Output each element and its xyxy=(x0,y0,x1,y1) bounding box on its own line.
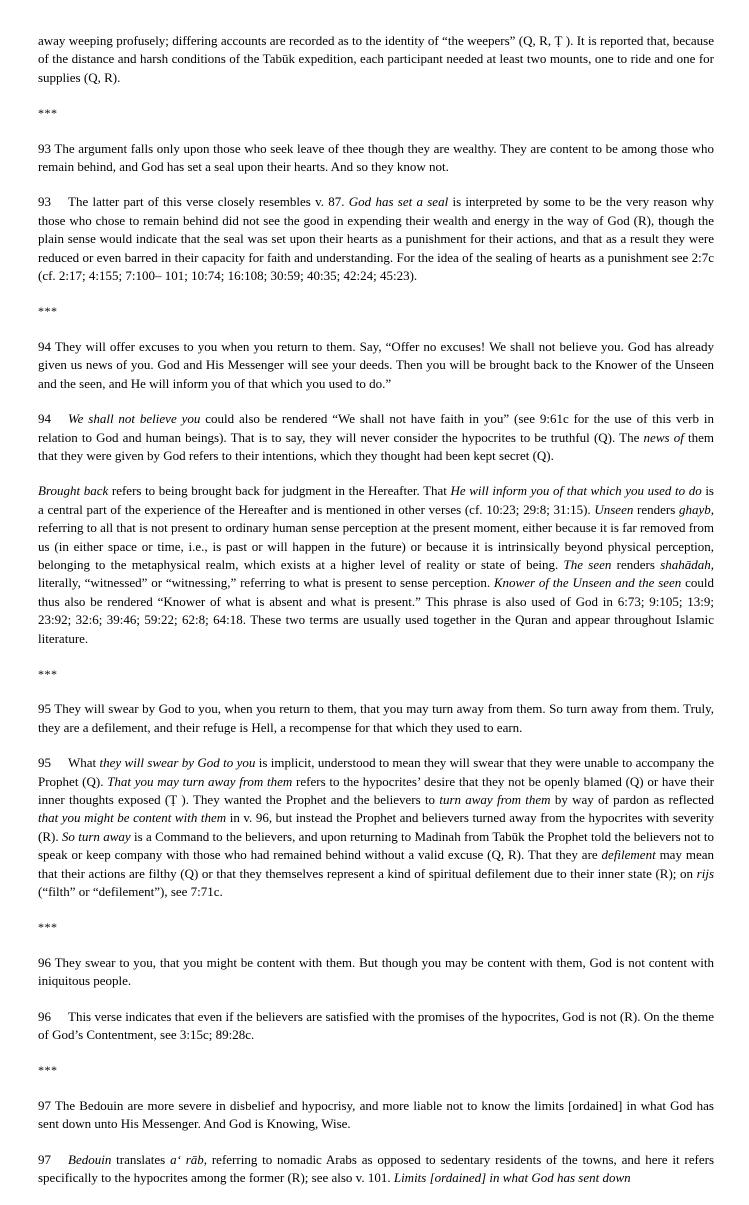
commentary-paragraph xyxy=(38,193,714,285)
commentary-text: Bedouin translates aʻ rāb, referring to nomadic Arabs as opposed to sedentary residents of the towns, and here it refers specifically to the hypocrites among the former (R); see also v. 101. Limits [ordained] in what God has sent down xyxy=(38,1151,715,1186)
verse-number: 95 xyxy=(38,755,51,771)
verse-paragraph: 94 They will offer excuses to you when you return to them. Say, “Offer no excuses! We shall not believe you. God has already given us news of you. God and His Messenger will see your deeds. Then you will be brought back to the Knower of the Unseen and the seen, and He will inform you of that which you used to do.” xyxy=(38,338,714,391)
section-separator: *** xyxy=(38,666,58,681)
commentary-paragraph xyxy=(38,1008,714,1045)
text-column xyxy=(38,32,714,1205)
verse-number: 96 xyxy=(38,1008,51,1024)
commentary-paragraph xyxy=(38,1151,714,1188)
verse-number: 93 xyxy=(38,194,51,210)
verse-number: 94 xyxy=(38,411,51,427)
commentary-paragraph xyxy=(38,410,714,465)
commentary-paragraph xyxy=(38,754,714,901)
section-separator: *** xyxy=(38,106,58,121)
verse-paragraph: 95 They will swear by God to you, when you return to them, that you may turn away from them. So turn away from them. Truly, they are a defilement, and their refuge is Hell, a recompense for that which they used to earn. xyxy=(38,701,714,735)
section-separator: *** xyxy=(38,1063,58,1078)
commentary-text: The latter part of this verse closely resembles v. 87. God has set a seal is interpreted by some to be the very reason why those who chose to remain behind did not see the good in expending their wealth and energy in the way of God (R), though the plain sense would indicate that the seal was set upon their hearts as a punishment for their actions, and that as a result they were reduced or even barred in their capacity for faith and understanding. For the idea of the sealing of hearts as a punishment see 2:7c (cf. 2:17; 4:155; 7:100– 101; 10:74; 16:108; 30:59; 40:35; 42:24; 45:23). xyxy=(38,194,714,284)
verse-paragraph: 96 They swear to you, that you might be content with them. But though you may be content with them, God is not content with iniquitous people. xyxy=(38,954,714,989)
commentary-text: What they will swear by God to you is implicit, understood to mean they will swear that they were unable to accompany the Prophet (Q). That you may turn away from them refers to the hypocrites’ desire that they not be openly blamed (Q) or have their inner thoughts exposed (Ṭ ). They wanted the Prophet and the believers to turn away from them by way of pardon as reflected that you might be content with them in v. 96, but instead the Prophet and believers turned away from the hypocrites with severity (R). So turn away is a Command to the believers, and upon returning to Madinah from Tabūk the Prophet told the believers not to speak or keep company with those who had remained behind without a valid excuse (Q, R). That they are defilement may mean that their actions are filthy (Q) or that they themselves represent a kind of spiritual defilement due to their inner state (R); on rijs (“filth” or “defilement”), see 7:71c. xyxy=(38,755,715,900)
prose-paragraph: away weeping profusely; differing accounts are recorded as to the identity of “the weepers” (Q, R, Ṭ ). It is reported that, because of the distance and harsh conditions of the Tabūk expedition, each participant needed at least two mounts, one to ride and one for supplies (Q, R). xyxy=(38,33,714,85)
section-separator: *** xyxy=(38,304,58,319)
commentary-text: We shall not believe you could also be rendered “We shall not have faith in you” (see 9:61c for the use of this verb in relation to God and human beings). That is to say, they will never consider the hypocrites to be truthful (Q). The news of them that they were given by God refers to their intentions, which they thought had been kept secret (Q). xyxy=(38,411,714,463)
commentary-text: This verse indicates that even if the believers are satisfied with the promises of the hypocrites, God is not (R). On the theme of God’s Contentment, see 3:15c; 89:28c. xyxy=(38,1008,714,1043)
verse-paragraph: 97 The Bedouin are more severe in disbelief and hypocrisy, and more liable not to know the limits [ordained] in what God has sent down unto His Messenger. And God is Knowing, Wise. xyxy=(38,1097,714,1132)
section-separator: *** xyxy=(38,920,58,935)
prose-paragraph: Brought back refers to being brought back for judgment in the Hereafter. That He will inform you of that which you used to do is a central part of the experience of the Hereafter and is mentioned in other verses (cf. 10:23; 29:8; 31:15). Unseen renders ghayb, referring to all that is not present to ordinary human sense perception at the present moment, either because it is far removed from us (in either space or time, i.e., is past or will happen in the future) or because it is intrinsically beyond physical perception, belonging to the metaphysical realm, which exists at a higher level of reality or state of being. The seen renders shahādah, literally, “witnessed” or “witnessing,” referring to what is present to sense perception. Knower of the Unseen and the seen could thus also be rendered “Knower of what is absent and what is present.” This phrase is also used of God in 6:73; 9:105; 13:9; 23:92; 32:6; 39:46; 59:22; 62:8; 64:18. These two terms are usually used together in the Quran and appear throughout Islamic literature. xyxy=(38,483,714,646)
verse-paragraph: 93 The argument falls only upon those who seek leave of thee though they are wealthy. They are content to be among those who remain behind, and God has set a seal upon their hearts. And so they know not. xyxy=(38,140,714,175)
verse-number: 97 xyxy=(38,1151,51,1167)
